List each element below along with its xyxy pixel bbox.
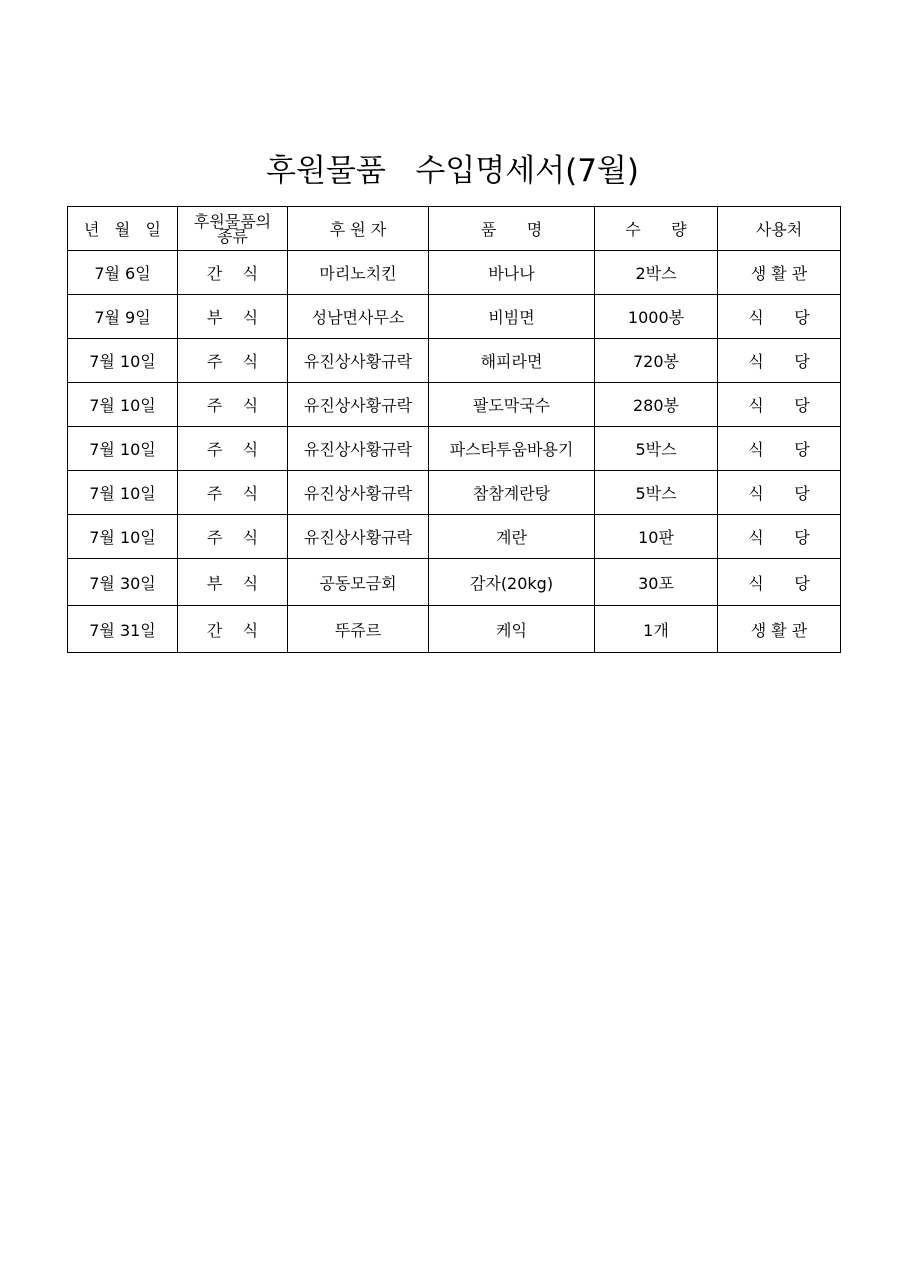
- cell-donor: 유진상사황규락: [288, 471, 429, 515]
- table-row: [68, 606, 841, 653]
- header-category-line1: 후원물품의: [193, 211, 272, 231]
- cell-quantity: 280봉: [595, 383, 718, 427]
- document-title: 후원물품 수입명세서(7월): [266, 153, 639, 189]
- table-row: [68, 515, 841, 559]
- cell-donor: 공동모금회: [288, 559, 429, 606]
- cell-donor: 유진상사황규락: [288, 339, 429, 383]
- cell-item: 감자(20kg): [429, 559, 595, 606]
- table-header: [68, 207, 841, 251]
- header-date: 년 월 일: [68, 207, 178, 251]
- cell-donor: 마리노치킨: [288, 251, 429, 295]
- header-quantity: 수 량: [595, 207, 718, 251]
- cell-date: 7월 10일: [68, 339, 178, 383]
- table-row: [68, 295, 841, 339]
- cell-donor: 유진상사황규락: [288, 427, 429, 471]
- header-category-line2: 종류: [217, 226, 248, 246]
- cell-category: 주 식: [178, 427, 288, 471]
- cell-item: 팔도막국수: [429, 383, 595, 427]
- cell-category: 부 식: [178, 295, 288, 339]
- cell-date: 7월 10일: [68, 427, 178, 471]
- cell-item: 파스타투움바용기: [429, 427, 595, 471]
- cell-donor: 유진상사황규락: [288, 515, 429, 559]
- cell-category: 간 식: [178, 606, 288, 653]
- table-row: [68, 471, 841, 515]
- cell-quantity: 5박스: [595, 471, 718, 515]
- cell-date: 7월 10일: [68, 471, 178, 515]
- cell-usage: 생 활 관: [718, 606, 841, 653]
- cell-date: 7월 6일: [68, 251, 178, 295]
- donation-income-table: [67, 206, 841, 653]
- header-donor: 후 원 자: [288, 207, 429, 251]
- cell-usage: 식 당: [718, 295, 841, 339]
- cell-quantity: 1000봉: [595, 295, 718, 339]
- cell-quantity: 5박스: [595, 427, 718, 471]
- cell-date: 7월 10일: [68, 515, 178, 559]
- header-item: 품 명: [429, 207, 595, 251]
- table-row: [68, 383, 841, 427]
- cell-date: 7월 31일: [68, 606, 178, 653]
- header-usage: 사용처: [718, 207, 841, 251]
- table-row: [68, 251, 841, 295]
- cell-donor: 유진상사황규락: [288, 383, 429, 427]
- table-row: [68, 427, 841, 471]
- header-row: [68, 207, 841, 251]
- cell-quantity: 10판: [595, 515, 718, 559]
- cell-item: 케익: [429, 606, 595, 653]
- cell-category: 부 식: [178, 559, 288, 606]
- cell-category: 주 식: [178, 339, 288, 383]
- header-category: [178, 207, 288, 251]
- cell-quantity: 1개: [595, 606, 718, 653]
- cell-item: 계란: [429, 515, 595, 559]
- cell-item: 바나나: [429, 251, 595, 295]
- table-row: [68, 339, 841, 383]
- cell-category: 간 식: [178, 251, 288, 295]
- cell-usage: 식 당: [718, 515, 841, 559]
- cell-category: 주 식: [178, 515, 288, 559]
- cell-donor: 성남면사무소: [288, 295, 429, 339]
- cell-item: 참참계란탕: [429, 471, 595, 515]
- cell-date: 7월 10일: [68, 383, 178, 427]
- cell-category: 주 식: [178, 383, 288, 427]
- cell-item: 비빔면: [429, 295, 595, 339]
- table-row: [68, 559, 841, 606]
- table-body: [68, 251, 841, 653]
- cell-quantity: 30포: [595, 559, 718, 606]
- cell-usage: 식 당: [718, 471, 841, 515]
- cell-donor: 뚜쥬르: [288, 606, 429, 653]
- cell-usage: 식 당: [718, 339, 841, 383]
- cell-date: 7월 9일: [68, 295, 178, 339]
- cell-quantity: 720봉: [595, 339, 718, 383]
- cell-date: 7월 30일: [68, 559, 178, 606]
- cell-usage: 식 당: [718, 427, 841, 471]
- cell-quantity: 2박스: [595, 251, 718, 295]
- cell-item: 해피라면: [429, 339, 595, 383]
- cell-usage: 식 당: [718, 383, 841, 427]
- cell-usage: 식 당: [718, 559, 841, 606]
- cell-category: 주 식: [178, 471, 288, 515]
- cell-usage: 생 활 관: [718, 251, 841, 295]
